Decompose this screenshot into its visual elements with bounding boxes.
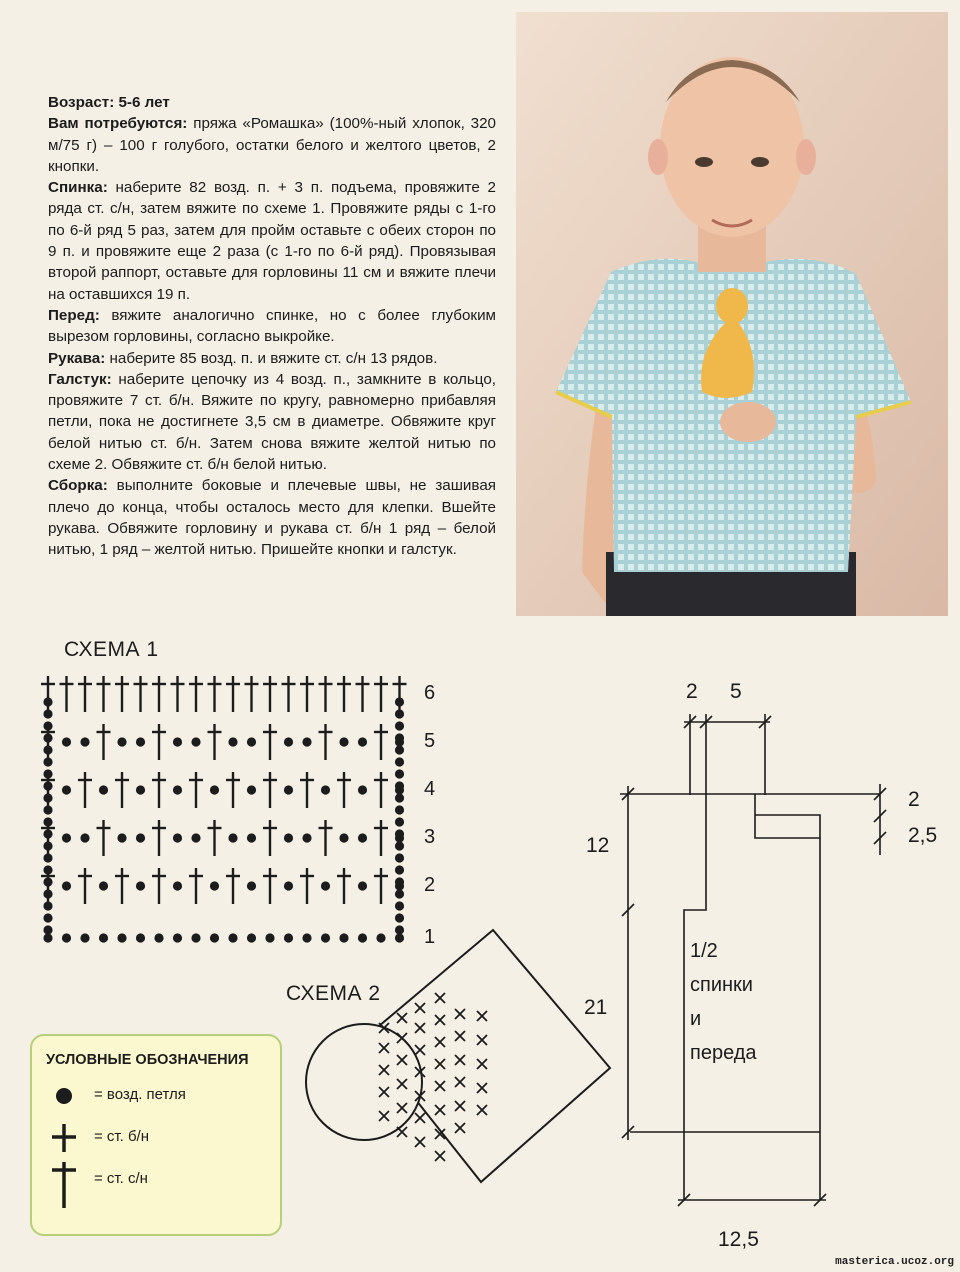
schema1-row-number: 5 bbox=[424, 730, 436, 752]
chain-stitch-dot bbox=[117, 933, 126, 942]
single-crochet-cross bbox=[415, 1137, 425, 1147]
chain-stitch-dot bbox=[395, 769, 404, 778]
chain-stitch-dot bbox=[43, 853, 52, 862]
assembly-label: Сборка: bbox=[48, 477, 108, 495]
chain-stitch-dot bbox=[284, 833, 293, 842]
single-crochet-cross bbox=[435, 1015, 445, 1025]
chain-stitch-dot bbox=[99, 933, 108, 942]
chain-stitch-dot bbox=[117, 833, 126, 842]
chain-stitch-dot bbox=[80, 833, 89, 842]
chain-stitch-dot bbox=[358, 737, 367, 746]
chain-stitch-dot bbox=[43, 757, 52, 766]
double-crochet-mark bbox=[263, 772, 277, 808]
double-crochet-mark bbox=[152, 820, 166, 856]
chain-stitch-dot bbox=[395, 901, 404, 910]
chain-stitch-dot bbox=[284, 933, 293, 942]
single-crochet-cross bbox=[477, 1035, 487, 1045]
legend-item-single-crochet: = ст. б/н bbox=[94, 1128, 150, 1145]
schema1-title: СХЕМА 1 bbox=[64, 638, 159, 661]
chain-stitch-dot bbox=[247, 737, 256, 746]
double-crochet-mark bbox=[152, 676, 166, 712]
chain-stitch-dot bbox=[136, 737, 145, 746]
chain-stitch-dot bbox=[247, 933, 256, 942]
chain-stitch-dot bbox=[191, 833, 200, 842]
single-crochet-cross bbox=[455, 1009, 465, 1019]
single-crochet-cross bbox=[435, 1059, 445, 1069]
assembly-text: выполните боковые и плечевые швы, не зашивая плечо до конца, чтобы осталось место для клепки. Вшейте рукава. Обвяжите горловину и рукава ст. б/н 1 ряд – белой нитью, 1 ряд – желтой нитью. Пришейте кнопки и галстук. bbox=[48, 477, 496, 559]
single-crochet-cross bbox=[477, 1059, 487, 1069]
legend-item-double-crochet: = ст. с/н bbox=[94, 1170, 148, 1187]
double-crochet-mark bbox=[300, 772, 314, 808]
double-crochet-mark bbox=[152, 772, 166, 808]
schema1-row-number: 2 bbox=[424, 874, 436, 896]
chain-stitch-dot bbox=[43, 781, 52, 790]
double-crochet-mark bbox=[374, 820, 388, 856]
double-crochet-mark bbox=[78, 772, 92, 808]
chain-stitch-dot bbox=[210, 933, 219, 942]
chain-stitch-dot bbox=[136, 785, 145, 794]
chain-stitch-dot bbox=[43, 877, 52, 886]
double-crochet-mark bbox=[282, 676, 296, 712]
schema1-row-number: 6 bbox=[424, 682, 436, 704]
single-crochet-cross bbox=[455, 1031, 465, 1041]
pattern-label bbox=[690, 934, 757, 1070]
chain-stitch-dot bbox=[43, 925, 52, 934]
chain-stitch-dot bbox=[284, 737, 293, 746]
single-crochet-cross bbox=[415, 1045, 425, 1055]
double-crochet-mark bbox=[97, 820, 111, 856]
chain-stitch-dot bbox=[395, 817, 404, 826]
chain-stitch-dot bbox=[395, 805, 404, 814]
double-crochet-mark bbox=[319, 676, 333, 712]
dim-right-2: 2 bbox=[908, 788, 920, 811]
pattern-label-line-1: 1/2 bbox=[690, 940, 718, 962]
single-crochet-cross bbox=[415, 1023, 425, 1033]
dim-bottom-12-5: 12,5 bbox=[718, 1228, 759, 1251]
watermark: masterica.ucoz.org bbox=[835, 1256, 954, 1268]
single-crochet-cross bbox=[415, 1003, 425, 1013]
double-crochet-mark bbox=[78, 676, 92, 712]
double-crochet-mark bbox=[319, 820, 333, 856]
pattern-label-line-4: переда bbox=[690, 1042, 757, 1064]
tie-text: наберите цепочку из 4 возд. п., замкните в кольцо, провяжите 7 ст. б/н. Вяжите по кругу, равномерно прибавляя петли, пока не достигнете 3,5 см в диаметре. Обвяжите круг белой нитью ст. б/н. Затем снова вяжите желтой нитью по схеме 2. Обвяжите ст. б/н белой нитью. bbox=[48, 370, 496, 474]
chain-stitch-dot bbox=[80, 737, 89, 746]
chain-stitch-dot bbox=[339, 737, 348, 746]
dot-icon bbox=[56, 1088, 72, 1104]
chain-stitch-dot bbox=[210, 881, 219, 890]
double-crochet-mark bbox=[189, 676, 203, 712]
chain-stitch-dot bbox=[228, 933, 237, 942]
front-text: вяжите аналогично спинке, но с более глубоким вырезом горловины, согласно выкройке. bbox=[48, 306, 496, 346]
double-crochet-mark bbox=[208, 676, 222, 712]
pattern-label-line-2: спинки bbox=[690, 974, 753, 996]
double-crochet-mark bbox=[189, 868, 203, 904]
double-crochet-mark bbox=[337, 676, 351, 712]
double-crochet-mark bbox=[97, 676, 111, 712]
double-crochet-mark bbox=[208, 724, 222, 760]
double-crochet-mark bbox=[374, 772, 388, 808]
single-crochet-cross bbox=[397, 1127, 407, 1137]
double-crochet-mark bbox=[356, 676, 370, 712]
chain-stitch-dot bbox=[247, 881, 256, 890]
double-crochet-mark bbox=[226, 868, 240, 904]
double-crochet-mark bbox=[337, 772, 351, 808]
chain-stitch-dot bbox=[136, 933, 145, 942]
single-crochet-cross bbox=[415, 1113, 425, 1123]
single-crochet-cross bbox=[455, 1077, 465, 1087]
chain-stitch-dot bbox=[395, 781, 404, 790]
chain-stitch-dot bbox=[284, 785, 293, 794]
chain-stitch-dot bbox=[43, 865, 52, 874]
chain-stitch-dot bbox=[395, 757, 404, 766]
chain-stitch-dot bbox=[395, 697, 404, 706]
double-crochet-mark bbox=[263, 676, 277, 712]
chain-stitch-dot bbox=[43, 697, 52, 706]
chain-stitch-dot bbox=[117, 737, 126, 746]
double-crochet-mark bbox=[152, 868, 166, 904]
front-label: Перед: bbox=[48, 306, 100, 324]
legend-box bbox=[30, 1034, 282, 1236]
chain-stitch-dot bbox=[395, 829, 404, 838]
chain-stitch-dot bbox=[154, 933, 163, 942]
materials-text: пряжа «Ромашка» (100%-ный хлопок, 320 м/75 г) – 100 г голубого, остатки белого и желтого цветов, 2 кнопки. bbox=[48, 115, 496, 175]
chain-stitch-dot bbox=[173, 785, 182, 794]
double-crochet-mark bbox=[263, 868, 277, 904]
chain-stitch-dot bbox=[265, 933, 274, 942]
schema1-row-number: 4 bbox=[424, 778, 436, 800]
chain-stitch-dot bbox=[43, 793, 52, 802]
materials-label: Вам потребуются: bbox=[48, 115, 188, 133]
chain-stitch-dot bbox=[339, 833, 348, 842]
pattern-label-line-3: и bbox=[690, 1008, 702, 1030]
single-crochet-cross bbox=[435, 1151, 445, 1161]
chain-stitch-dot bbox=[302, 737, 311, 746]
chain-stitch-dot bbox=[173, 933, 182, 942]
chain-stitch-dot bbox=[395, 745, 404, 754]
chain-stitch-dot bbox=[43, 745, 52, 754]
schema1-grid bbox=[40, 672, 420, 954]
chain-stitch-dot bbox=[80, 933, 89, 942]
tall-cross-icon bbox=[52, 1162, 76, 1208]
chain-stitch-dot bbox=[43, 721, 52, 730]
dim-right-2-5: 2,5 bbox=[908, 824, 938, 847]
chain-stitch-dot bbox=[43, 817, 52, 826]
double-crochet-mark bbox=[134, 676, 148, 712]
chain-stitch-dot bbox=[43, 901, 52, 910]
chain-stitch-dot bbox=[43, 733, 52, 742]
double-crochet-mark bbox=[319, 724, 333, 760]
double-crochet-mark bbox=[226, 676, 240, 712]
schema1-row-number: 3 bbox=[424, 826, 436, 848]
schema2-title: СХЕМА 2 bbox=[286, 982, 381, 1005]
double-crochet-mark bbox=[337, 868, 351, 904]
chain-stitch-dot bbox=[99, 785, 108, 794]
double-crochet-mark bbox=[374, 676, 388, 712]
double-crochet-mark bbox=[226, 772, 240, 808]
chain-stitch-dot bbox=[321, 785, 330, 794]
tie-label: Галстук: bbox=[48, 370, 112, 388]
chain-stitch-dot bbox=[395, 721, 404, 730]
chain-stitch-dot bbox=[62, 881, 71, 890]
chain-stitch-dot bbox=[43, 805, 52, 814]
dim-top-5: 5 bbox=[730, 680, 742, 703]
chain-stitch-dot bbox=[247, 785, 256, 794]
plus-icon bbox=[52, 1124, 76, 1152]
single-crochet-cross bbox=[477, 1083, 487, 1093]
chain-stitch-dot bbox=[191, 737, 200, 746]
single-crochet-cross bbox=[397, 1013, 407, 1023]
chain-stitch-dot bbox=[136, 881, 145, 890]
chain-stitch-dot bbox=[358, 785, 367, 794]
double-crochet-mark bbox=[189, 772, 203, 808]
chain-stitch-dot bbox=[247, 833, 256, 842]
chain-stitch-dot bbox=[62, 933, 71, 942]
back-label: Спинка: bbox=[48, 179, 108, 197]
single-crochet-cross bbox=[435, 1081, 445, 1091]
chain-stitch-dot bbox=[99, 881, 108, 890]
chain-stitch-dot bbox=[173, 737, 182, 746]
single-crochet-cross bbox=[435, 1105, 445, 1115]
double-crochet-mark bbox=[263, 820, 277, 856]
chain-stitch-dot bbox=[43, 889, 52, 898]
double-crochet-mark bbox=[171, 676, 185, 712]
single-crochet-cross bbox=[455, 1101, 465, 1111]
chain-stitch-dot bbox=[395, 733, 404, 742]
double-crochet-mark bbox=[300, 676, 314, 712]
double-crochet-mark bbox=[374, 868, 388, 904]
single-crochet-cross bbox=[455, 1055, 465, 1065]
chain-stitch-dot bbox=[136, 833, 145, 842]
dim-left-12: 12 bbox=[586, 834, 610, 857]
legend-item-air-loop: = возд. петля bbox=[94, 1086, 186, 1103]
chain-stitch-dot bbox=[62, 833, 71, 842]
chain-stitch-dot bbox=[358, 833, 367, 842]
double-crochet-mark bbox=[263, 724, 277, 760]
double-crochet-mark bbox=[152, 724, 166, 760]
chain-stitch-dot bbox=[228, 833, 237, 842]
single-crochet-cross bbox=[477, 1011, 487, 1021]
chain-stitch-dot bbox=[395, 853, 404, 862]
chain-stitch-dot bbox=[173, 833, 182, 842]
back-text: наберите 82 возд. п. + 3 п. подъема, провяжите 2 ряда ст. с/н, затем вяжите по схеме 1. Провяжите ряды с 1-го по 6-й ряд 5 раз, затем для пройм оставьте с обеих сторон по 9 п. и провяжите еще 2 раза (с 1-го по 6-й ряд). Провязывая второй раппорт, оставьте для горловины 11 см и вяжите плечи на оставшихся 19 п. bbox=[48, 179, 496, 303]
double-crochet-mark bbox=[78, 868, 92, 904]
dim-left-21: 21 bbox=[584, 996, 608, 1019]
legend-title: УСЛОВНЫЕ ОБОЗНАЧЕНИЯ bbox=[46, 1052, 249, 1068]
double-crochet-mark bbox=[115, 868, 129, 904]
schema1-row-number: 1 bbox=[424, 926, 436, 948]
double-crochet-mark bbox=[300, 868, 314, 904]
chain-stitch-dot bbox=[43, 829, 52, 838]
chain-stitch-dot bbox=[43, 933, 52, 942]
chain-stitch-dot bbox=[395, 793, 404, 802]
chain-stitch-dot bbox=[173, 881, 182, 890]
chain-stitch-dot bbox=[395, 841, 404, 850]
chain-stitch-dot bbox=[43, 913, 52, 922]
child-photo bbox=[516, 12, 948, 616]
chain-stitch-dot bbox=[395, 889, 404, 898]
schema2-diagram bbox=[296, 920, 626, 1240]
double-crochet-mark bbox=[115, 676, 129, 712]
chain-stitch-dot bbox=[302, 833, 311, 842]
single-crochet-cross bbox=[435, 993, 445, 1003]
sleeves-label: Рукава: bbox=[48, 349, 106, 367]
double-crochet-mark bbox=[97, 724, 111, 760]
age-label: Возраст: 5-6 лет bbox=[48, 94, 170, 111]
instructions-text bbox=[28, 92, 496, 561]
chain-stitch-dot bbox=[284, 881, 293, 890]
chain-stitch-dot bbox=[395, 877, 404, 886]
chain-stitch-dot bbox=[43, 841, 52, 850]
single-crochet-cross bbox=[455, 1123, 465, 1133]
chain-stitch-dot bbox=[321, 881, 330, 890]
sleeves-text: наберите 85 возд. п. и вяжите ст. с/н 13 рядов. bbox=[105, 349, 438, 367]
chain-stitch-dot bbox=[43, 709, 52, 718]
chain-stitch-dot bbox=[358, 881, 367, 890]
double-crochet-mark bbox=[374, 724, 388, 760]
single-crochet-cross bbox=[435, 1037, 445, 1047]
chain-stitch-dot bbox=[395, 709, 404, 718]
chain-stitch-dot bbox=[228, 737, 237, 746]
chain-stitch-dot bbox=[43, 769, 52, 778]
chain-stitch-dot bbox=[62, 737, 71, 746]
double-crochet-mark bbox=[60, 676, 74, 712]
dim-top-2: 2 bbox=[686, 680, 698, 703]
chain-stitch-dot bbox=[395, 865, 404, 874]
double-crochet-mark bbox=[115, 772, 129, 808]
chain-stitch-dot bbox=[210, 785, 219, 794]
single-crochet-cross bbox=[477, 1105, 487, 1115]
double-crochet-mark bbox=[208, 820, 222, 856]
chain-stitch-dot bbox=[191, 933, 200, 942]
chain-stitch-dot bbox=[62, 785, 71, 794]
double-crochet-mark bbox=[245, 676, 259, 712]
